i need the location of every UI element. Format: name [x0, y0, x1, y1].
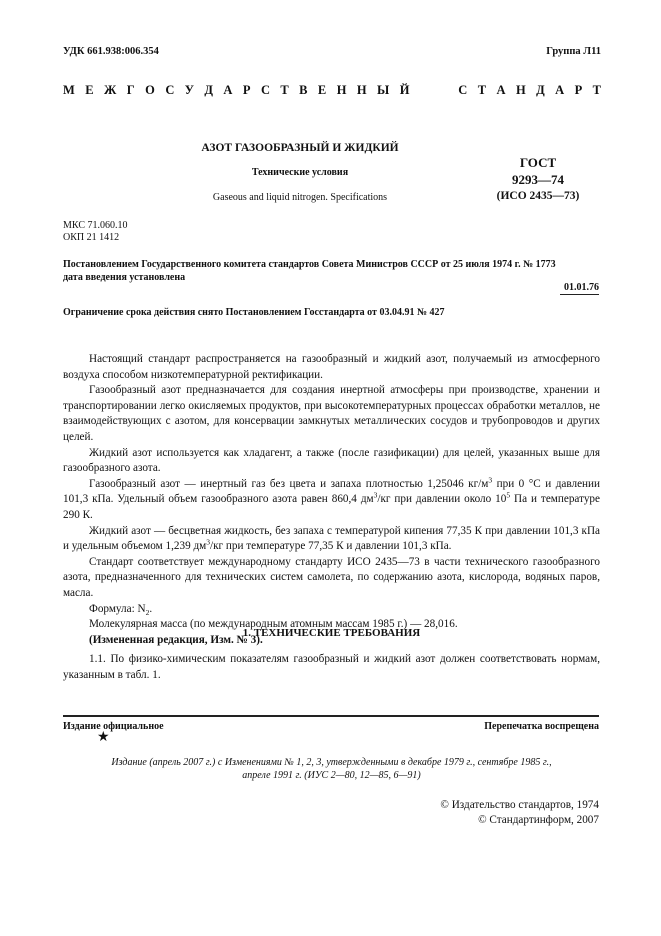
banner-letter: Е: [317, 83, 327, 97]
banner-letter: Т: [592, 83, 601, 97]
paragraph: Газообразный азот предназначается для создания инертной атмосферы при производстве, хранении и транспортировании легко окисляемых продуктов, при высокотемпературных процессах обработки металлов, не взаимодействующих с азотом, для консервации замкнутых металлических сосудов и трубопроводов и других целей.: [63, 384, 600, 443]
document-title: АЗОТ ГАЗООБРАЗНЫЙ И ЖИДКИЙ: [201, 142, 399, 154]
banner-letter: О: [145, 83, 155, 97]
banner-letter: Р: [574, 83, 583, 97]
banner-letter: Д: [204, 83, 213, 97]
banner-letter: Н: [515, 83, 526, 97]
document-subtitle: Технические условия: [251, 167, 349, 178]
copyright-block: [440, 798, 599, 828]
paragraph: Жидкий азот используется как хладагент, а также (после газификации) для целей, указанных выше для газообразного азота.: [63, 446, 600, 475]
udc-code: УДК 661.938:006.354: [63, 46, 159, 57]
banner-letter: Е: [85, 83, 94, 97]
intro-body: [63, 352, 600, 648]
footer-rule: [63, 715, 599, 717]
amendment-note: (Измененная редакция, Изм. № 3).: [89, 633, 263, 646]
decree-block: [63, 259, 603, 284]
edition-line: апреле 1991 г. (ИУС 2—80, 12—85, 6—91): [242, 770, 421, 781]
iso-reference: (ИСО 2435—73): [496, 190, 580, 202]
decree-text: Постановлением Государственного комитета стандартов Совета Министров СССР от 25 июля 1974 г. № 1773: [63, 259, 556, 270]
title-block: [130, 142, 470, 203]
banner-letter: Г: [126, 83, 135, 97]
banner-letter: С: [458, 83, 468, 97]
copyright-line: © Издательство стандартов, 1974: [440, 799, 599, 811]
copyright-line: © Стандартинформ, 2007: [478, 814, 599, 826]
banner-letter: Ы: [377, 83, 390, 97]
banner-letter: С: [165, 83, 175, 97]
gost-designation: [478, 154, 598, 205]
molecular-mass: Молекулярная масса (по международным атомным массам 1985 г.) — 28,016.: [89, 618, 458, 631]
star-icon: ★: [97, 730, 110, 745]
effective-date: 01.01.76: [564, 282, 599, 293]
banner-letter: Й: [399, 83, 410, 97]
banner-letter: Д: [536, 83, 545, 97]
official-edition: Издание официальное: [63, 721, 164, 732]
banner-letter: Р: [242, 83, 251, 97]
banner-letter: Н: [336, 83, 347, 97]
banner-letter: Ж: [104, 83, 117, 97]
effective-date-label: дата введения установлена: [63, 271, 186, 283]
banner-letter: У: [184, 83, 194, 97]
gost-label: ГОСТ: [519, 155, 557, 170]
banner-letter: А: [555, 83, 565, 97]
banner-letter: В: [299, 83, 308, 97]
paragraph: Газообразный азот — инертный газ без цвета и запаха плотностью 1,25046 $кг/м^3$ при 0 °С и давлении 101,3 кПа. Удельный объем газообразного азота равен 860,4 $дм^3/кг$ при давлении около $10^5$ Па и температуре 290 К.: [63, 475, 600, 521]
classification-codes: [63, 220, 127, 244]
formula: Формула: $N_2$.: [89, 602, 153, 617]
okp-code: ОКП 21 1412: [63, 232, 120, 243]
paragraph: Стандарт соответствует международному стандарту ИСО 2435—73 в части технического газообразного азота, предназначенного для технических систем самолета, по содержанию азота, кислорода, водяных паров, масла.: [63, 555, 600, 599]
banner-letter: А: [223, 83, 233, 97]
edition-note: [63, 756, 600, 782]
gost-number: 9293—74: [512, 172, 564, 187]
edition-line: Издание (апрель 2007 г.) с Изменениями № 1, 2, 3, утвержденными в декабре 1979 г., сентябре 1985 г.,: [111, 757, 552, 768]
paragraph: Жидкий азот — бесцветная жидкость, без запаха с температурой кипения 77,35 К при давлении 101,3 кПа и удельным объемом 1,239 $дм^3/кг$ при температуре 77,35 К и давлении 101,3 кПа.: [63, 524, 600, 553]
section-heading: 1. ТЕХНИЧЕСКИЕ ТРЕБОВАНИЯ: [242, 627, 421, 639]
limitation-note: Ограничение срока действия снято Постановлением Госстандарта от 03.04.91 № 427: [63, 307, 445, 318]
banner-letter: Т: [477, 83, 487, 97]
section1-body: [63, 652, 600, 683]
mks-code: МКС 71.060.10: [63, 220, 128, 231]
english-title: Gaseous and liquid nitrogen. Specifications: [212, 192, 388, 203]
banner-letter: Н: [356, 83, 367, 97]
paragraph: 1.1. По физико-химическим показателям газообразный и жидкий азот должен соответствовать нормам, указанным в табл. 1.: [63, 653, 600, 681]
group-code: Группа Л11: [546, 46, 601, 57]
paragraph: Настоящий стандарт распространяется на газообразный и жидкий азот, получаемый из атмосферного воздуха способом низкотемпературной ректификации.: [63, 353, 600, 381]
banner-letter: Т: [280, 83, 289, 97]
banner-letter: М: [63, 83, 75, 97]
banner-letter: А: [496, 83, 506, 97]
reprint-prohibited: Перепечатка воспрещена: [484, 721, 599, 732]
banner-letter: С: [260, 83, 270, 97]
interstate-standard-banner: [63, 83, 601, 98]
